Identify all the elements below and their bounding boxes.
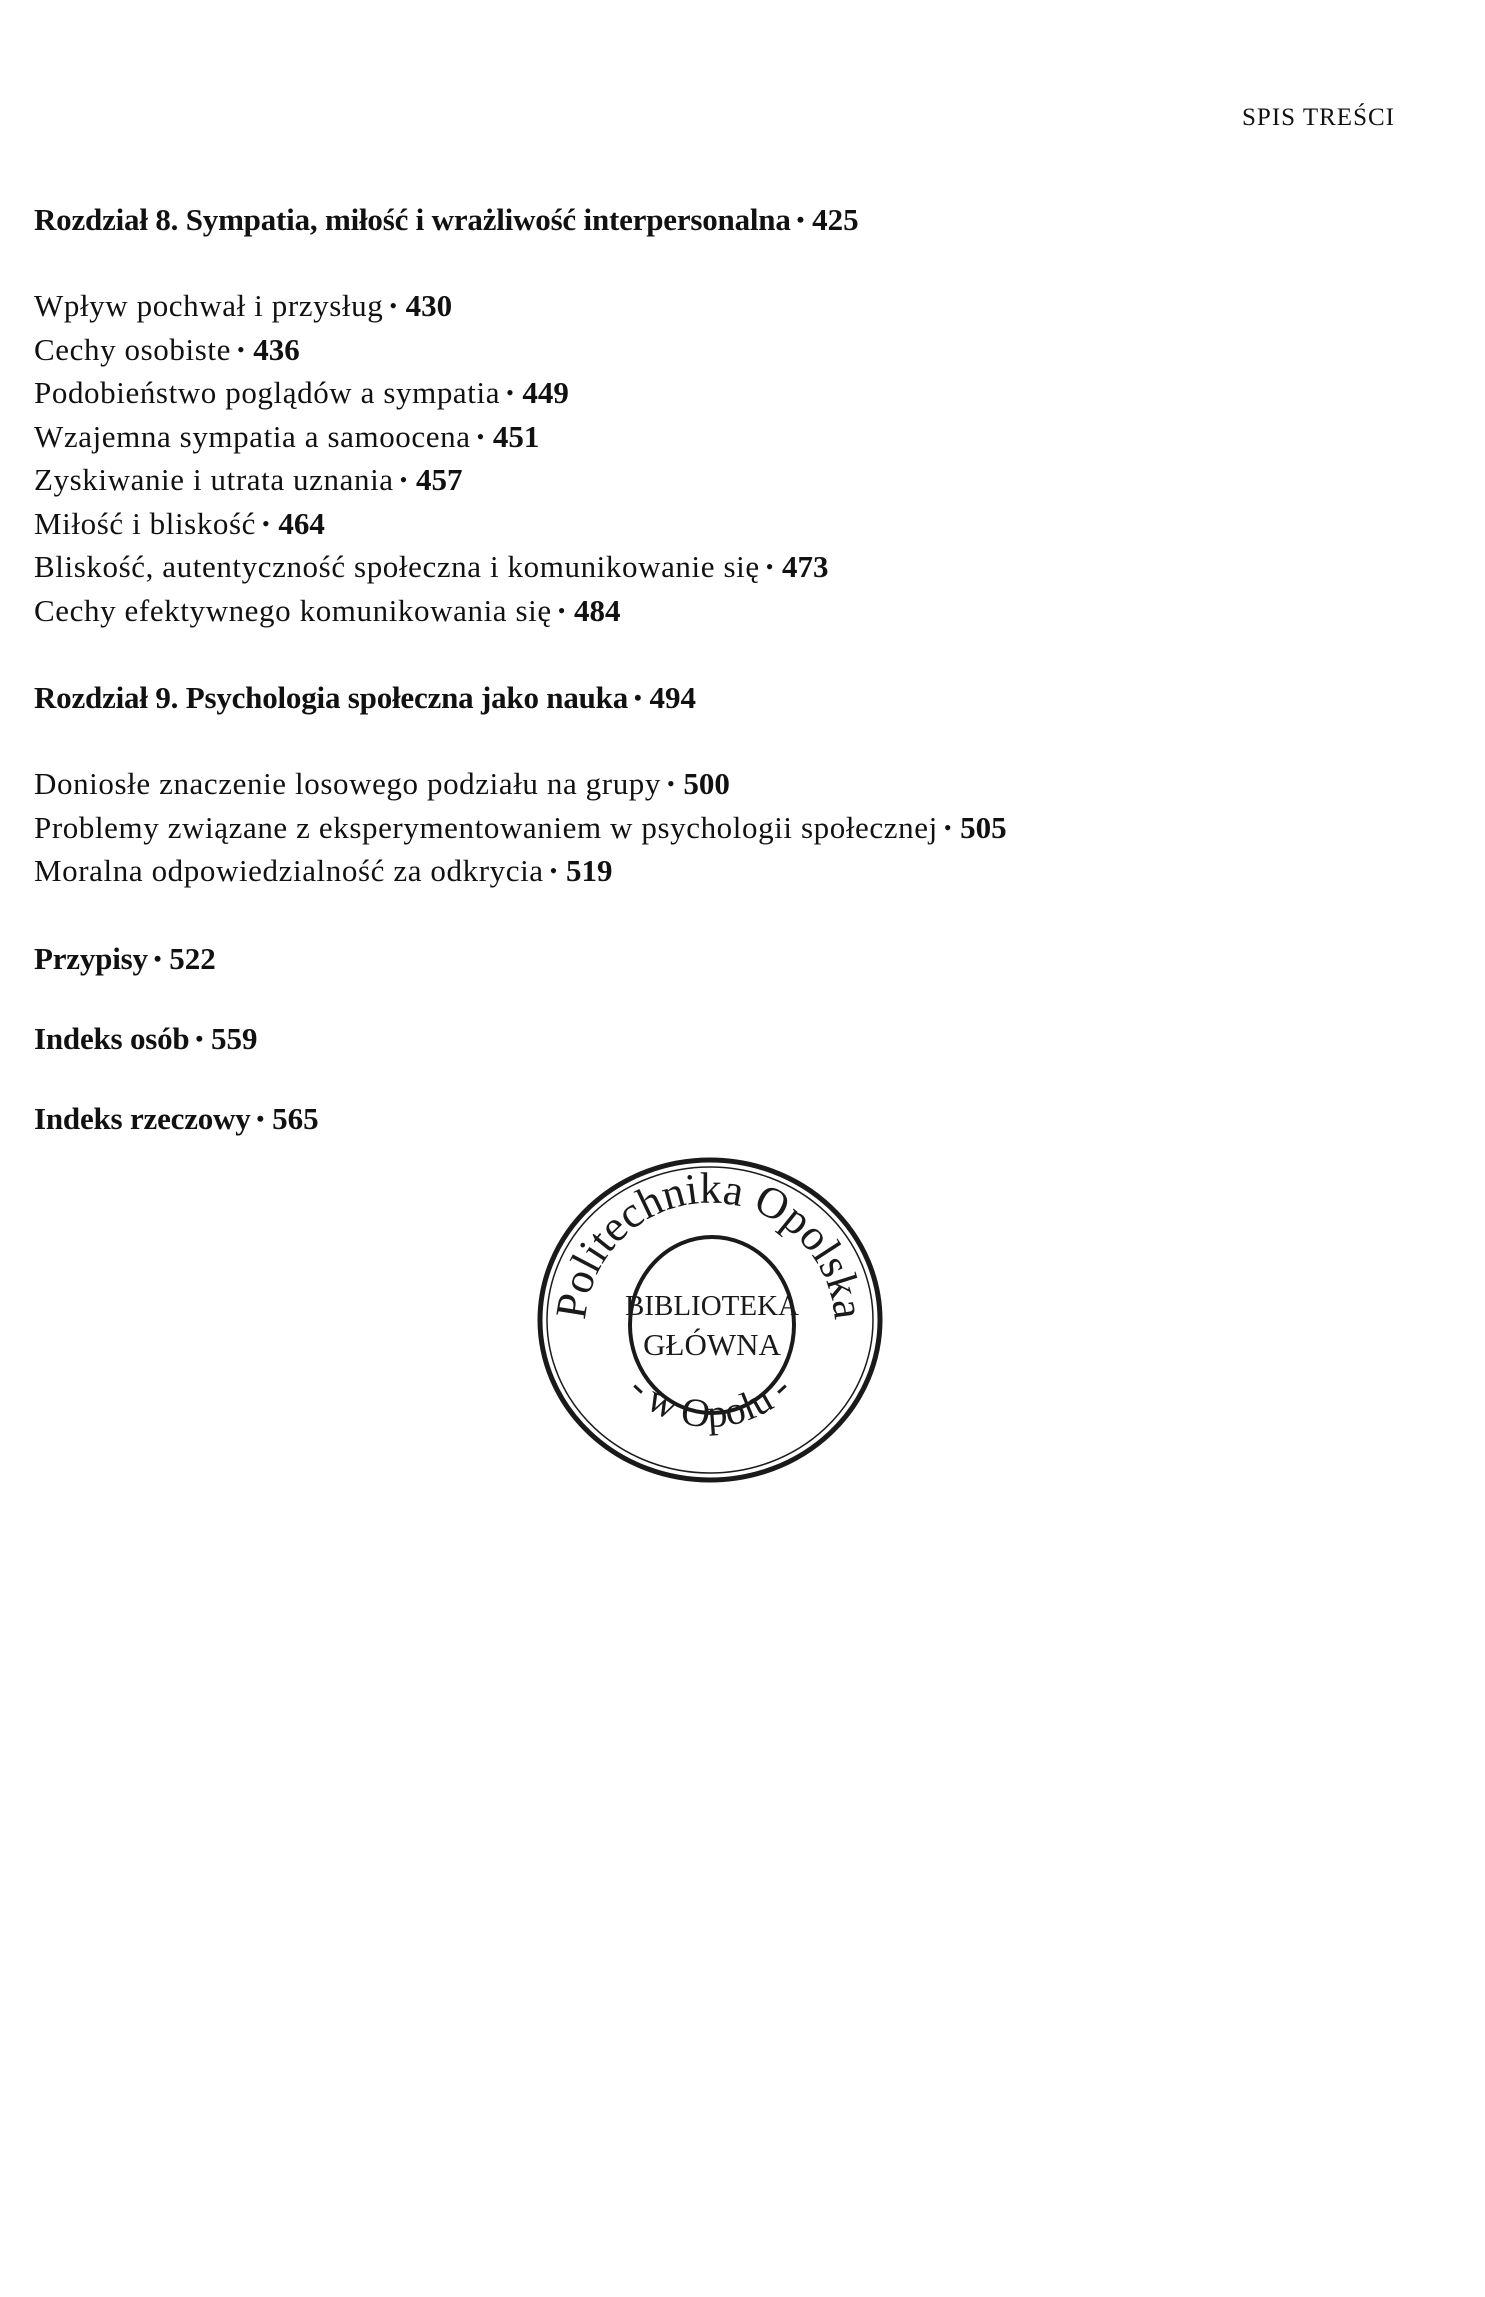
entry-title: Zyskiwanie i utrata uznania [34, 462, 394, 497]
entry-page: 436 [253, 331, 300, 367]
bullet: • [634, 685, 642, 710]
entry-title: Doniosłe znaczenie losowego podziału na grupy [34, 766, 662, 801]
section-page: 522 [169, 940, 216, 976]
toc-entry [34, 589, 1334, 633]
table-of-contents [34, 200, 1334, 1179]
toc-entry [34, 762, 1334, 806]
entry-page: 473 [782, 549, 829, 584]
toc-entry [34, 284, 1334, 328]
entry-title: Cechy efektywnego komunikowania się [34, 592, 552, 628]
toc-chapter-8 [34, 200, 1334, 240]
entry-title: Cechy osobiste [34, 331, 231, 367]
entry-title: Wpływ pochwał i przysług [34, 288, 384, 323]
stamp-inner-line-1: BIBLIOTEKA [625, 1290, 799, 1322]
stamp-bottom-text: - w Opolu - [620, 1365, 800, 1437]
bullet: • [399, 467, 408, 492]
bullet: • [796, 207, 805, 232]
toc-entry [34, 328, 1334, 372]
running-head: SPIS TREŚCI [1242, 104, 1395, 131]
section-page: 565 [272, 1100, 319, 1136]
toc-chapter-8-entries [34, 284, 1334, 632]
entry-title: Wzajemna sympatia a samoocena [34, 418, 471, 454]
entry-page: 484 [574, 592, 621, 628]
toc-entry [34, 458, 1334, 502]
bullet: • [549, 858, 558, 883]
toc-subject-index [34, 1099, 1334, 1139]
entry-page: 430 [405, 288, 453, 323]
entry-page: 457 [415, 462, 463, 497]
library-stamp-seal [530, 1150, 890, 1490]
stamp-outer-text: Politechnika Opolska [546, 1163, 874, 1322]
library-stamp [530, 1150, 890, 1490]
section-page: 559 [210, 1020, 258, 1056]
toc-footnotes [34, 939, 1334, 979]
bullet: • [506, 380, 515, 405]
section-title: Indeks rzeczowy [34, 1100, 251, 1136]
section-title: Indeks osób [34, 1020, 190, 1056]
bullet: • [389, 293, 398, 318]
toc-entry [34, 806, 1334, 850]
bullet: • [153, 945, 162, 971]
entry-page: 464 [278, 505, 325, 541]
toc-entry [34, 415, 1334, 459]
entry-page: 505 [960, 809, 1007, 845]
bullet: • [195, 1025, 203, 1051]
bullet: • [667, 771, 676, 796]
bullet: • [236, 336, 246, 362]
section-title: Przypisy [34, 940, 148, 976]
bullet: • [943, 814, 953, 840]
toc-entry [34, 371, 1334, 415]
entry-page: 449 [522, 375, 569, 410]
entry-title: Problemy związane z eksperymentowaniem w psychologii społecznej [34, 809, 938, 845]
toc-name-index [34, 1019, 1334, 1059]
chapter-page: 425 [812, 202, 859, 237]
entry-page: 519 [565, 853, 613, 888]
bullet: • [765, 554, 774, 579]
toc-entry [34, 502, 1334, 546]
entry-title: Bliskość, autentyczność społeczna i komunikowanie się [34, 549, 760, 584]
chapter-title: Rozdział 9. Psychologia społeczna jako nauka [34, 680, 629, 715]
entry-title: Miłość i bliskość [34, 505, 257, 541]
bullet: • [256, 1105, 265, 1131]
entry-title: Podobieństwo poglądów a sympatia [34, 375, 501, 410]
entry-title: Moralna odpowiedzialność za odkrycia [34, 853, 544, 888]
toc-entry [34, 849, 1334, 893]
bullet: • [476, 423, 485, 449]
bullet: • [262, 510, 271, 536]
chapter-title: Rozdział 8. Sympatia, miłość i wrażliwość interpersonalna [34, 202, 791, 237]
toc-chapter-9-entries [34, 762, 1334, 893]
bullet: • [557, 597, 567, 623]
toc-entry [34, 545, 1334, 589]
entry-page: 451 [492, 418, 540, 454]
entry-page: 500 [683, 766, 730, 801]
stamp-inner-line-2: GŁÓWNA [643, 1327, 781, 1362]
chapter-page: 494 [649, 680, 697, 715]
toc-chapter-9 [34, 678, 1334, 718]
